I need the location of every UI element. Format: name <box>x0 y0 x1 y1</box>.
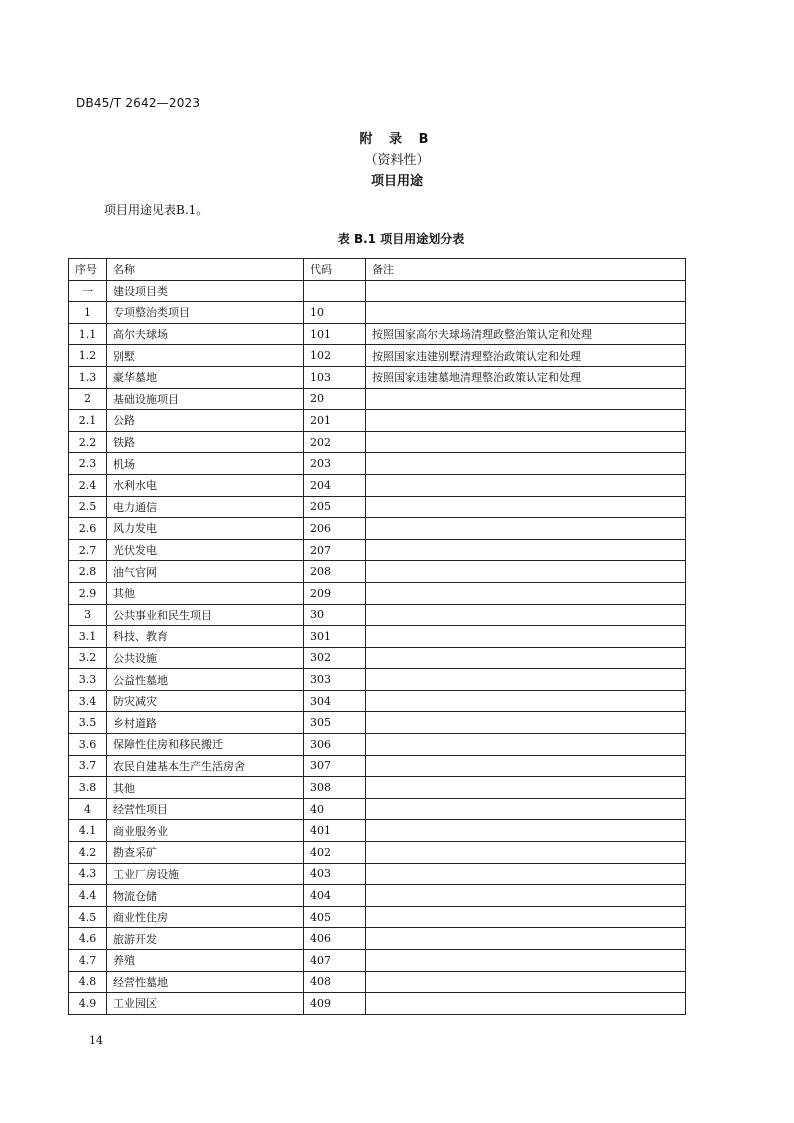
cell-remark <box>366 690 686 712</box>
cell-name: 铁路 <box>107 431 304 453</box>
cell-index: 2.9 <box>69 582 107 604</box>
cell-remark <box>366 863 686 885</box>
column-header-code: 代码 <box>304 259 366 281</box>
cell-index: 4.1 <box>69 820 107 842</box>
cell-name: 其他 <box>107 777 304 799</box>
cell-name: 勘查采矿 <box>107 842 304 864</box>
cell-name: 专项整治类项目 <box>107 302 304 324</box>
cell-code: 101 <box>304 323 366 345</box>
cell-code: 203 <box>304 453 366 475</box>
cell-name: 旅游开发 <box>107 928 304 950</box>
cell-code: 206 <box>304 518 366 540</box>
cell-name: 经营性墓地 <box>107 971 304 993</box>
table-row <box>69 777 686 799</box>
cell-name: 保障性住房和移民搬迁 <box>107 734 304 756</box>
cell-code: 308 <box>304 777 366 799</box>
cell-code: 20 <box>304 388 366 410</box>
cell-index: 1.3 <box>69 366 107 388</box>
table-row <box>69 928 686 950</box>
cell-code: 202 <box>304 431 366 453</box>
cell-remark <box>366 647 686 669</box>
cell-remark <box>366 474 686 496</box>
cell-code: 408 <box>304 971 366 993</box>
cell-index: 3.4 <box>69 690 107 712</box>
cell-code: 306 <box>304 734 366 756</box>
cell-name: 经营性项目 <box>107 798 304 820</box>
cell-code: 30 <box>304 604 366 626</box>
cell-name: 油气官网 <box>107 561 304 583</box>
cell-name: 公共设施 <box>107 647 304 669</box>
column-header-name: 名称 <box>107 259 304 281</box>
cell-remark <box>366 842 686 864</box>
cell-remark <box>366 388 686 410</box>
cell-index: 2.3 <box>69 453 107 475</box>
cell-index: 3.5 <box>69 712 107 734</box>
appendix-heading: 项目用途 <box>370 174 423 189</box>
cell-index: 4.5 <box>69 906 107 928</box>
cell-index: 4.3 <box>69 863 107 885</box>
table-row <box>69 906 686 928</box>
cell-index: 2.6 <box>69 518 107 540</box>
cell-remark <box>366 669 686 691</box>
cell-remark <box>366 496 686 518</box>
cell-index: 2.2 <box>69 431 107 453</box>
cell-name: 高尔夫球场 <box>107 323 304 345</box>
cell-remark <box>366 302 686 324</box>
table-row <box>69 604 686 626</box>
cell-name: 风力发电 <box>107 518 304 540</box>
table-row <box>69 453 686 475</box>
cell-remark <box>366 410 686 432</box>
table-row <box>69 345 686 367</box>
table-row <box>69 280 686 302</box>
cell-remark <box>366 582 686 604</box>
appendix-title: 附 录 B <box>359 132 435 147</box>
column-header-index: 序号 <box>69 259 107 281</box>
cell-remark <box>366 453 686 475</box>
cell-code: 409 <box>304 993 366 1015</box>
cell-code: 305 <box>304 712 366 734</box>
cell-remark: 按照国家违建别墅清理整治政策认定和处理 <box>366 345 686 367</box>
cell-index: 2.4 <box>69 474 107 496</box>
table-row <box>69 410 686 432</box>
table-row <box>69 734 686 756</box>
cell-index: 4.8 <box>69 971 107 993</box>
cell-remark <box>366 950 686 972</box>
cell-index: 2.1 <box>69 410 107 432</box>
table-row <box>69 712 686 734</box>
cell-name: 豪华墓地 <box>107 366 304 388</box>
table-row <box>69 647 686 669</box>
cell-code: 401 <box>304 820 366 842</box>
cell-code: 301 <box>304 626 366 648</box>
table-row <box>69 496 686 518</box>
cell-name: 建设项目类 <box>107 280 304 302</box>
cell-name: 乡村道路 <box>107 712 304 734</box>
table-row <box>69 755 686 777</box>
cell-remark <box>366 906 686 928</box>
cell-remark <box>366 431 686 453</box>
table-row <box>69 669 686 691</box>
table-row <box>69 431 686 453</box>
cell-name: 公路 <box>107 410 304 432</box>
table-row <box>69 302 686 324</box>
cell-remark: 按照国家违建墓地清理整治政策认定和处理 <box>366 366 686 388</box>
cell-code: 208 <box>304 561 366 583</box>
cell-index: 4.6 <box>69 928 107 950</box>
cell-code: 405 <box>304 906 366 928</box>
cell-name: 防灾减灾 <box>107 690 304 712</box>
cell-code: 209 <box>304 582 366 604</box>
cell-remark <box>366 971 686 993</box>
cell-name: 别墅 <box>107 345 304 367</box>
cell-code <box>304 280 366 302</box>
cell-index: 3.6 <box>69 734 107 756</box>
cell-name: 机场 <box>107 453 304 475</box>
cell-code: 307 <box>304 755 366 777</box>
cell-remark <box>366 604 686 626</box>
cell-index: 3 <box>69 604 107 626</box>
table-row <box>69 323 686 345</box>
table-row <box>69 561 686 583</box>
cell-remark <box>366 626 686 648</box>
table-row <box>69 518 686 540</box>
appendix-nature: （资料性） <box>364 153 430 168</box>
table-row <box>69 971 686 993</box>
cell-code: 304 <box>304 690 366 712</box>
column-header-remark: 备注 <box>366 259 686 281</box>
cell-code: 404 <box>304 885 366 907</box>
table-row <box>69 863 686 885</box>
cell-name: 养殖 <box>107 950 304 972</box>
cell-index: 2.5 <box>69 496 107 518</box>
cell-name: 公共事业和民生项目 <box>107 604 304 626</box>
cell-index: 4 <box>69 798 107 820</box>
cell-code: 102 <box>304 345 366 367</box>
cell-code: 207 <box>304 539 366 561</box>
cell-index: 3.1 <box>69 626 107 648</box>
cell-name: 公益性墓地 <box>107 669 304 691</box>
intro-paragraph: 项目用途见表B.1。 <box>104 203 209 217</box>
cell-index: 2 <box>69 388 107 410</box>
cell-name: 基础设施项目 <box>107 388 304 410</box>
cell-index: 2.8 <box>69 561 107 583</box>
table-row <box>69 582 686 604</box>
cell-remark <box>366 518 686 540</box>
cell-code: 103 <box>304 366 366 388</box>
cell-name: 水利水电 <box>107 474 304 496</box>
cell-index: 4.4 <box>69 885 107 907</box>
cell-name: 农民自建基本生产生活房舍 <box>107 755 304 777</box>
cell-index: 3.7 <box>69 755 107 777</box>
cell-code: 406 <box>304 928 366 950</box>
cell-name: 商业性住房 <box>107 906 304 928</box>
table-caption: 表 B.1 项目用途划分表 <box>337 232 465 246</box>
cell-code: 204 <box>304 474 366 496</box>
cell-name: 科技、教育 <box>107 626 304 648</box>
cell-remark <box>366 734 686 756</box>
cell-name: 电力通信 <box>107 496 304 518</box>
cell-index: 1 <box>69 302 107 324</box>
table-row <box>69 366 686 388</box>
document-code: DB45/T 2642—2023 <box>76 96 201 110</box>
cell-code: 201 <box>304 410 366 432</box>
table-row <box>69 885 686 907</box>
table-row <box>69 626 686 648</box>
cell-name: 工业园区 <box>107 993 304 1015</box>
cell-remark <box>366 712 686 734</box>
cell-remark <box>366 280 686 302</box>
table-row <box>69 690 686 712</box>
table-row <box>69 950 686 972</box>
cell-index: 1.2 <box>69 345 107 367</box>
cell-index: 2.7 <box>69 539 107 561</box>
table-row <box>69 842 686 864</box>
cell-code: 10 <box>304 302 366 324</box>
cell-code: 402 <box>304 842 366 864</box>
cell-remark: 按照国家高尔夫球场清理政整治策认定和处理 <box>366 323 686 345</box>
table-row <box>69 798 686 820</box>
cell-code: 302 <box>304 647 366 669</box>
cell-code: 403 <box>304 863 366 885</box>
cell-remark <box>366 885 686 907</box>
cell-name: 光伏发电 <box>107 539 304 561</box>
cell-index: 3.3 <box>69 669 107 691</box>
cell-remark <box>366 798 686 820</box>
cell-index: 4.9 <box>69 993 107 1015</box>
table-row <box>69 820 686 842</box>
cell-name: 其他 <box>107 582 304 604</box>
cell-code: 303 <box>304 669 366 691</box>
cell-code: 205 <box>304 496 366 518</box>
page-number: 14 <box>89 1034 103 1047</box>
cell-code: 40 <box>304 798 366 820</box>
cell-remark <box>366 539 686 561</box>
cell-remark <box>366 561 686 583</box>
cell-remark <box>366 777 686 799</box>
cell-remark <box>366 820 686 842</box>
table-row <box>69 388 686 410</box>
cell-remark <box>366 993 686 1015</box>
cell-name: 工业厂房设施 <box>107 863 304 885</box>
table-row <box>69 474 686 496</box>
cell-index: 3.2 <box>69 647 107 669</box>
cell-name: 商业服务业 <box>107 820 304 842</box>
cell-index: 4.7 <box>69 950 107 972</box>
cell-index: 一 <box>69 280 107 302</box>
cell-remark <box>366 755 686 777</box>
cell-remark <box>366 928 686 950</box>
cell-index: 4.2 <box>69 842 107 864</box>
table-header-row <box>69 259 686 281</box>
table-row <box>69 993 686 1015</box>
table-row <box>69 539 686 561</box>
cell-code: 407 <box>304 950 366 972</box>
project-use-table <box>68 258 686 1015</box>
cell-name: 物流仓储 <box>107 885 304 907</box>
cell-index: 1.1 <box>69 323 107 345</box>
cell-index: 3.8 <box>69 777 107 799</box>
